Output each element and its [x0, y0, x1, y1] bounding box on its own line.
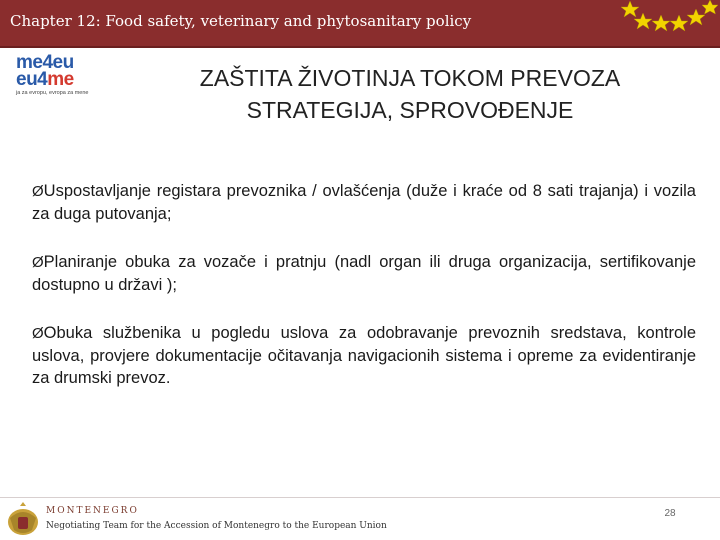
title-line-2: STRATEGIJA, SPROVOĐENJE	[246, 97, 574, 123]
header-bar	[0, 0, 720, 48]
title-line-1: ZAŠTITA ŽIVOTINJA TOKOM PREVOZA	[199, 65, 621, 91]
bullet-item: ØObuka službenika u pogledu uslova za odobravanje prevoznih sredstava, kontrole uslova, provjere dokumentacije očitavanja navigacionih sistema i opreme za evidentiranje za drumski prevoz.	[32, 324, 696, 387]
arrow-bullet-icon: Ø	[32, 325, 44, 342]
star-icon	[702, 0, 718, 14]
bullet-item: ØPlaniranje obuka za vozače i pratnju (nadl organ ili druga organizacija, sertifikovanje dostupno u državi );	[32, 253, 696, 294]
bullet-item: ØUspostavljanje registara prevoznika / ovlašćenja (duže i kraće od 8 sati trajanja) i vozila za duga putovanja;	[32, 182, 696, 223]
star-icon	[687, 9, 705, 25]
chapter-title: Chapter 12: Food safety, veterinary and phytosanitary policy	[10, 12, 472, 30]
footer-country: MONTENEGRO	[46, 506, 139, 516]
arrow-bullet-icon: Ø	[32, 254, 44, 271]
page-number: 28	[664, 508, 676, 519]
slide-title	[120, 62, 700, 126]
logo-tagline: ja za evropu, evropa za mene	[16, 90, 89, 96]
eu-stars-icon	[610, 0, 720, 34]
me4eu-logo	[16, 54, 116, 96]
footer-team-name: Negotiating Team for the Accession of Montenegro to the European Union	[46, 521, 387, 531]
coat-of-arms-icon	[4, 500, 42, 540]
star-icon	[652, 15, 670, 31]
bullet-list	[32, 180, 696, 415]
logo-line-1: me4eu	[16, 52, 74, 73]
arrow-bullet-icon: Ø	[32, 183, 44, 200]
star-icon	[634, 13, 652, 29]
footer-divider	[0, 497, 720, 498]
star-icon	[670, 15, 688, 31]
star-icon	[621, 1, 639, 17]
logo-line-2: eu4me	[16, 69, 74, 90]
